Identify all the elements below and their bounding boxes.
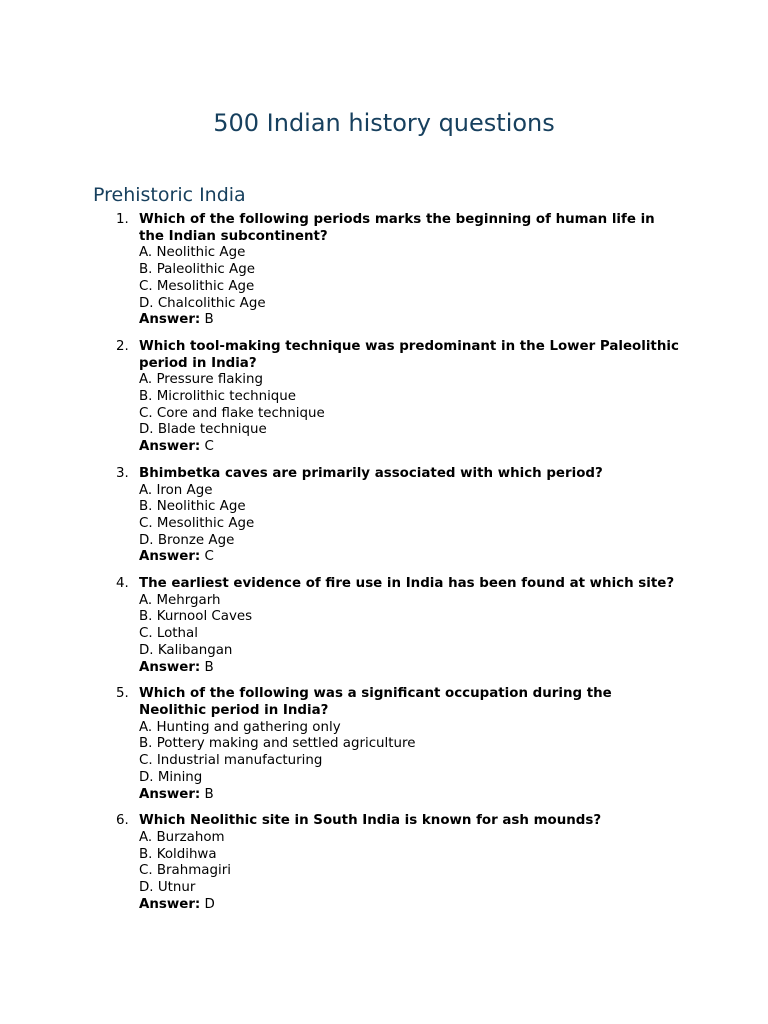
option-b: B. Paleolithic Age: [139, 262, 255, 278]
option-d: D. Chalcolithic Age: [139, 295, 266, 311]
option-b: B. Microlithic technique: [139, 389, 297, 405]
answer-value: B: [200, 659, 214, 675]
option-b: B. Koldihwa: [139, 846, 217, 862]
question-item: [0, 576, 768, 676]
answer-line: [139, 787, 768, 804]
answer-value: B: [200, 786, 214, 802]
question-item: [0, 339, 768, 456]
question-text: Which of the following periods marks the beginning of human life in the Indian subcontinent?: [139, 212, 655, 244]
answer-value: B: [200, 312, 214, 328]
option-b: B. Kurnool Caves: [139, 609, 253, 625]
question-item: [0, 686, 768, 803]
option-c: C. Lothal: [139, 626, 198, 642]
option-a: A. Neolithic Age: [139, 245, 246, 261]
answer-label: Answer:: [139, 786, 201, 802]
question-text: The earliest evidence of fire use in India has been found at which site?: [139, 576, 675, 592]
question-number: 2.: [116, 338, 129, 354]
question-number: 5.: [116, 686, 129, 702]
option-c: C. Industrial manufacturing: [139, 753, 323, 769]
question-text: Which tool-making technique was predominant in the Lower Paleolithic period in India?: [139, 338, 679, 371]
question-number: 1.: [116, 212, 129, 227]
option-a: A. Pressure flaking: [139, 372, 263, 388]
option-c: C. Core and flake technique: [139, 405, 325, 421]
question-item: [0, 813, 768, 913]
answer-line: [139, 660, 768, 677]
option-d: D. Mining: [139, 769, 203, 785]
option-b: B. Pottery making and settled agriculture: [139, 736, 416, 752]
question-item: [0, 212, 768, 329]
answer-value: C: [200, 549, 214, 565]
option-a: A. Mehrgarh: [139, 592, 221, 608]
answer-line: [139, 897, 768, 914]
option-a: A. Burzahom: [139, 829, 225, 845]
option-a: A. Iron Age: [139, 482, 213, 498]
document-title: 500 Indian history questions: [213, 109, 555, 137]
answer-label: Answer:: [139, 896, 201, 912]
question-text: Which of the following was a significant occupation during the Neolithic period in India?: [139, 686, 612, 718]
question-text: Bhimbetka caves are primarily associated with which period?: [139, 465, 603, 481]
answer-label: Answer:: [139, 439, 201, 455]
option-d: D. Utnur: [139, 880, 196, 896]
question-number: 6.: [116, 813, 129, 829]
option-d: D. Blade technique: [139, 422, 267, 438]
option-d: D. Bronze Age: [139, 532, 235, 548]
answer-line: [139, 549, 768, 566]
answer-label: Answer:: [139, 312, 201, 328]
option-d: D. Kalibangan: [139, 642, 233, 658]
section-heading: Prehistoric India: [93, 184, 246, 206]
question-list: [0, 212, 768, 923]
answer-label: Answer:: [139, 549, 201, 565]
question-text: Which Neolithic site in South India is known for ash mounds?: [139, 813, 602, 829]
answer-line: [139, 439, 768, 456]
answer-label: Answer:: [139, 659, 201, 675]
option-c: C. Mesolithic Age: [139, 515, 255, 531]
option-b: B. Neolithic Age: [139, 499, 246, 515]
answer-value: C: [200, 439, 214, 455]
option-c: C. Mesolithic Age: [139, 278, 255, 294]
option-c: C. Brahmagiri: [139, 863, 231, 879]
answer-value: D: [200, 896, 215, 912]
question-item: [0, 466, 768, 566]
question-number: 4.: [116, 576, 129, 592]
answer-line: [139, 312, 768, 329]
question-number: 3.: [116, 465, 129, 481]
option-a: A. Hunting and gathering only: [139, 719, 341, 735]
